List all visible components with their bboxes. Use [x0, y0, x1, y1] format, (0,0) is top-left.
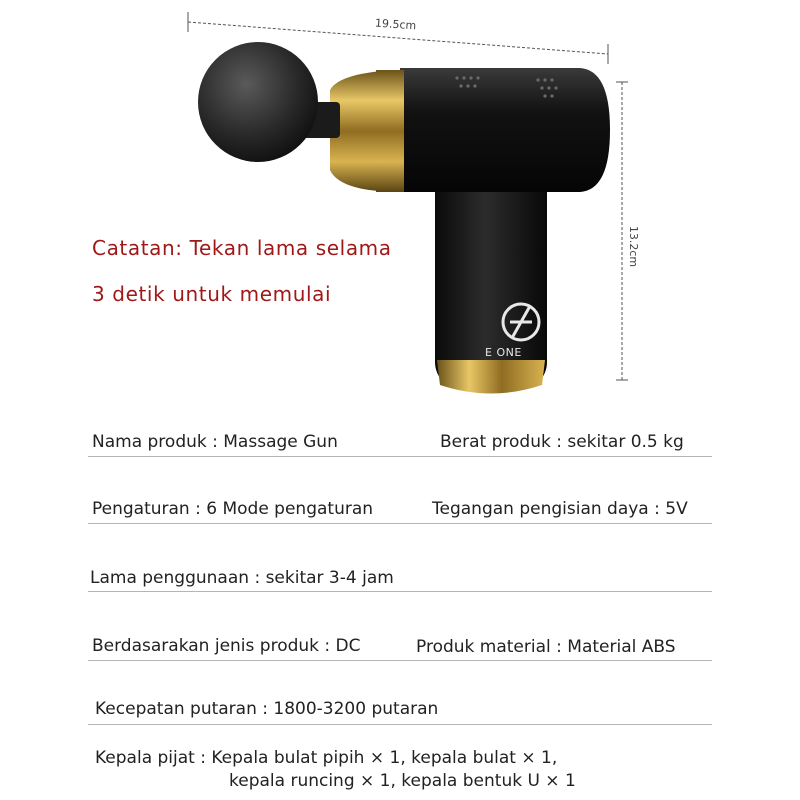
spec-voltage: Tegangan pengisian daya : 5V: [432, 499, 688, 519]
spec-massage-heads-continued: kepala runcing × 1, kepala bentuk U × 1: [229, 771, 576, 791]
divider: [88, 724, 712, 725]
spec-product-type: Berdasarakan jenis produk : DC: [92, 636, 361, 656]
spec-weight: Berat produk : sekitar 0.5 kg: [440, 432, 684, 452]
spec-material: Produk material : Material ABS: [416, 637, 676, 657]
massage-gun-image: [180, 10, 640, 405]
usage-note-line-1: Catatan: Tekan lama selama: [92, 236, 392, 260]
spec-massage-heads: Kepala pijat : Kepala bulat pipih × 1, kepala bulat × 1,: [95, 748, 558, 768]
width-dimension-label: 19.5cm: [374, 16, 417, 33]
divider: [88, 660, 712, 661]
brand-label: E ONE: [485, 346, 522, 359]
divider: [88, 591, 712, 592]
spec-usage-time: Lama penggunaan : sekitar 3-4 jam: [90, 568, 394, 588]
spec-settings: Pengaturan : 6 Mode pengaturan: [92, 499, 374, 519]
divider: [88, 456, 712, 457]
divider: [88, 523, 712, 524]
usage-note-line-2: 3 detik untuk memulai: [92, 282, 332, 306]
spec-speed: Kecepatan putaran : 1800-3200 putaran: [95, 699, 439, 719]
spec-product-name: Nama produk : Massage Gun: [92, 432, 338, 452]
height-dimension-label: 13.2cm: [627, 225, 641, 268]
